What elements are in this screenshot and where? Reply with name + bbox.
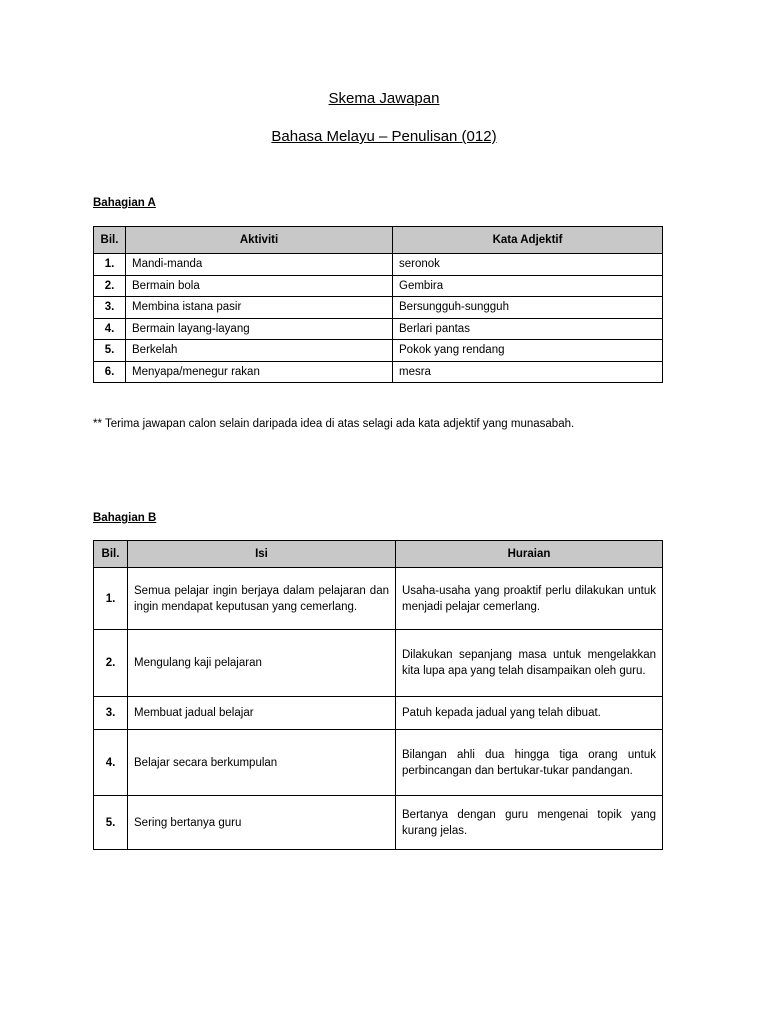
row-number: 1. — [94, 254, 126, 276]
document-title: Skema Jawapan — [328, 90, 440, 107]
row-number: 4. — [94, 730, 128, 796]
activity-cell: Berkelah — [126, 340, 393, 362]
header-bil: Bil. — [94, 227, 126, 254]
table-header-row — [94, 227, 663, 254]
adjective-cell: Berlari pantas — [393, 318, 663, 340]
huraian-cell: Bertanya dengan guru mengenai topik yang kurang jelas. — [396, 796, 663, 850]
table-row — [94, 630, 663, 697]
row-number: 2. — [94, 630, 128, 697]
adjective-cell: Bersungguh-sungguh — [393, 297, 663, 319]
header-kata-adjektif: Kata Adjektif — [393, 227, 663, 254]
huraian-cell: Usaha-usaha yang proaktif perlu dilakukan untuk menjadi pelajar cemerlang. — [396, 568, 663, 630]
section-a-table — [93, 226, 663, 383]
answer-note: ** Terima jawapan calon selain daripada idea di atas selagi ada kata adjektif yang munasabah. — [93, 418, 575, 430]
activity-cell: Bermain bola — [126, 275, 393, 297]
table-row — [94, 254, 663, 276]
table-header-row — [94, 541, 663, 568]
huraian-cell: Patuh kepada jadual yang telah dibuat. — [396, 697, 663, 730]
isi-cell: Mengulang kaji pelajaran — [128, 630, 396, 697]
adjective-cell: mesra — [393, 361, 663, 383]
isi-cell: Membuat jadual belajar — [128, 697, 396, 730]
table-row — [94, 568, 663, 630]
header-huraian: Huraian — [396, 541, 663, 568]
isi-cell: Sering bertanya guru — [128, 796, 396, 850]
row-number: 3. — [94, 697, 128, 730]
section-a-label: Bahagian A — [93, 197, 156, 209]
activity-cell: Mandi-manda — [126, 254, 393, 276]
table-row — [94, 361, 663, 383]
table-row — [94, 796, 663, 850]
isi-cell: Belajar secara berkumpulan — [128, 730, 396, 796]
section-b-label: Bahagian B — [93, 512, 157, 524]
adjective-cell: Pokok yang rendang — [393, 340, 663, 362]
table-row — [94, 730, 663, 796]
header-aktiviti: Aktiviti — [126, 227, 393, 254]
adjective-cell: Gembira — [393, 275, 663, 297]
row-number: 5. — [94, 796, 128, 850]
row-number: 1. — [94, 568, 128, 630]
row-number: 4. — [94, 318, 126, 340]
row-number: 3. — [94, 297, 126, 319]
header-isi: Isi — [128, 541, 396, 568]
activity-cell: Bermain layang-layang — [126, 318, 393, 340]
document-subtitle: Bahasa Melayu – Penulisan (012) — [271, 128, 497, 145]
huraian-cell: Dilakukan sepanjang masa untuk mengelakkan kita lupa apa yang telah disampaikan oleh guru. — [396, 630, 663, 697]
isi-cell: Semua pelajar ingin berjaya dalam pelajaran dan ingin mendapat keputusan yang cemerlang. — [128, 568, 396, 630]
table-row — [94, 297, 663, 319]
row-number: 6. — [94, 361, 126, 383]
table-row — [94, 318, 663, 340]
table-row — [94, 340, 663, 362]
row-number: 5. — [94, 340, 126, 362]
table-row — [94, 275, 663, 297]
activity-cell: Membina istana pasir — [126, 297, 393, 319]
section-b-table — [93, 540, 663, 850]
table-row — [94, 697, 663, 730]
activity-cell: Menyapa/menegur rakan — [126, 361, 393, 383]
adjective-cell: seronok — [393, 254, 663, 276]
huraian-cell: Bilangan ahli dua hingga tiga orang untuk perbincangan dan bertukar-tukar pandangan. — [396, 730, 663, 796]
row-number: 2. — [94, 275, 126, 297]
header-bil: Bil. — [94, 541, 128, 568]
